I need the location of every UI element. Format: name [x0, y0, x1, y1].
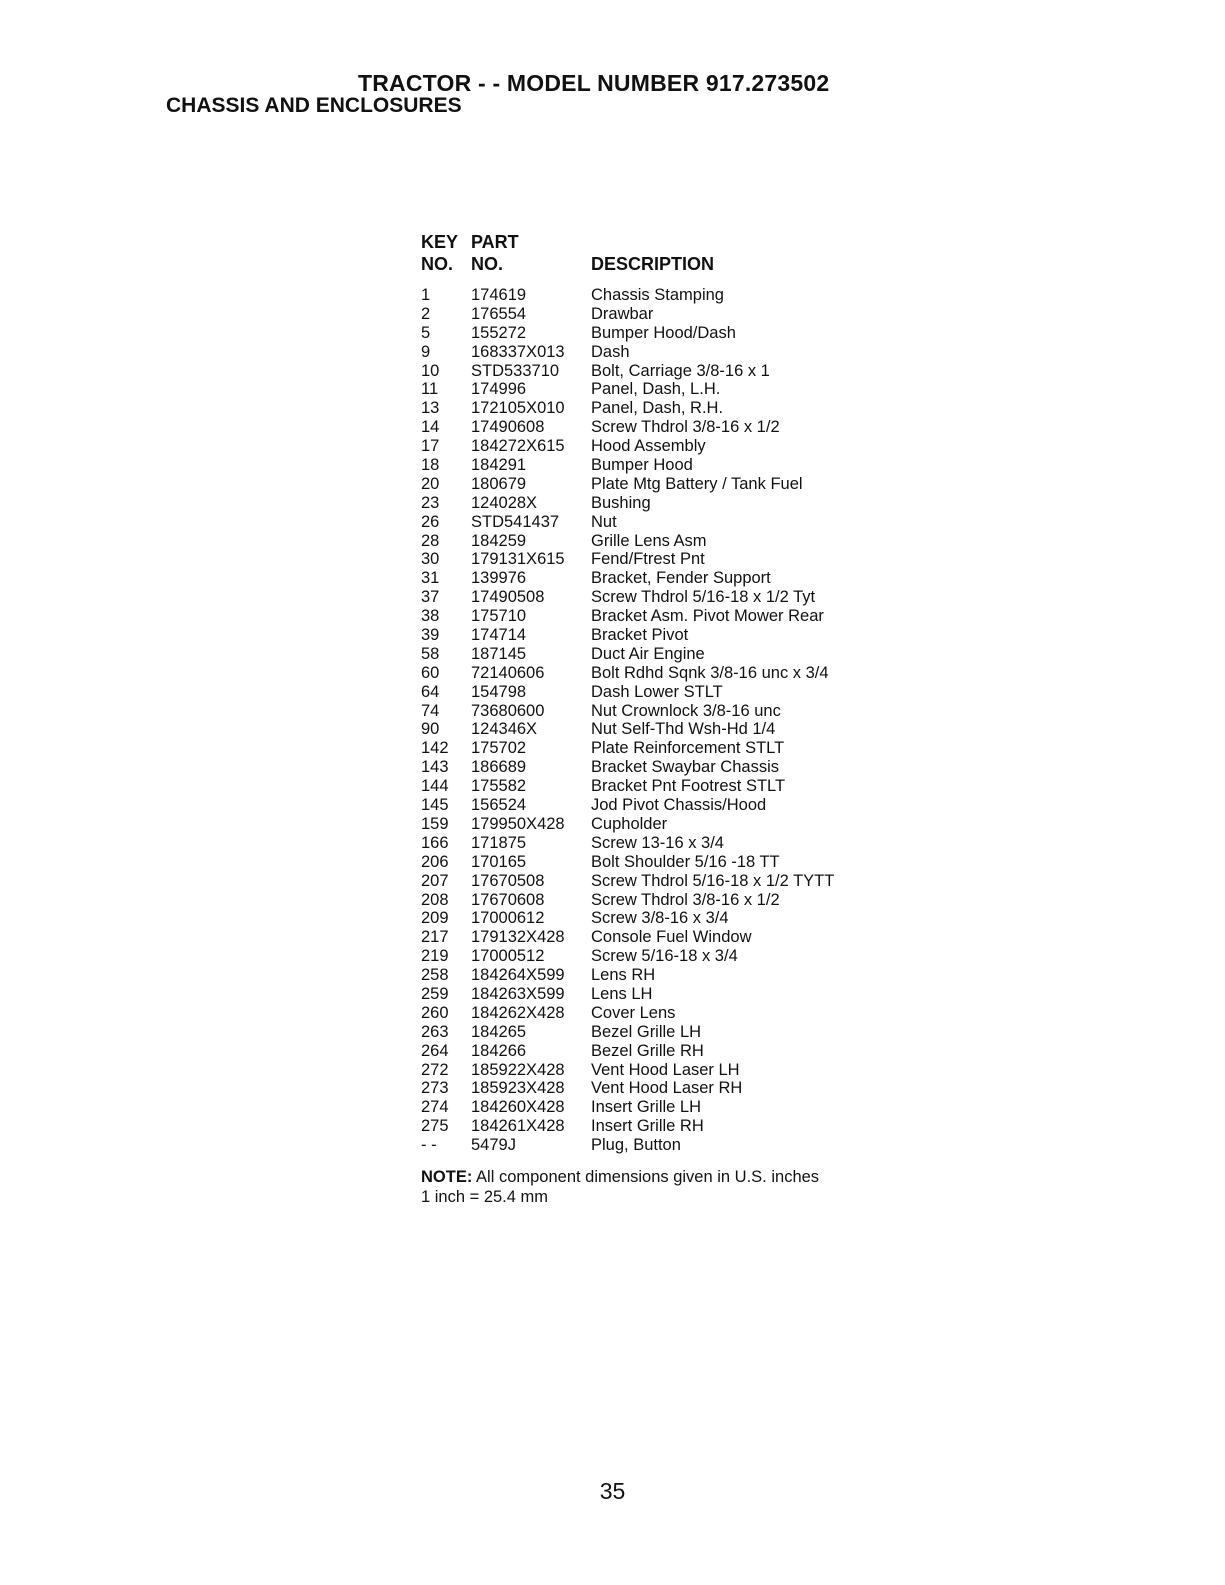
part-no: STD533710 [471, 361, 560, 380]
part-no: 174619 [471, 286, 527, 304]
part-no: 17000612 [471, 909, 545, 928]
part-no: 17490508 [471, 588, 545, 607]
table-row [421, 1042, 881, 1061]
key-no: 273 [421, 1079, 449, 1098]
part-no: 124346X [471, 720, 538, 739]
key-no: 38 [421, 607, 440, 626]
part-no: 184272X615 [471, 437, 565, 456]
table-row [421, 286, 881, 305]
key-no: 9 [421, 342, 431, 361]
key-no: 208 [421, 890, 449, 909]
table-row [421, 947, 881, 966]
description: Vent Hood Laser RH [591, 1079, 743, 1098]
table-row [421, 626, 881, 645]
part-no: 179131X615 [471, 550, 565, 569]
key-no: 74 [421, 701, 440, 720]
key-no: 10 [421, 361, 440, 380]
table-row [421, 399, 881, 418]
key-no: 14 [421, 418, 440, 437]
table-row [421, 966, 881, 985]
key-no: 37 [421, 588, 440, 607]
description: Chassis Stamping [591, 286, 724, 304]
table-row [421, 702, 881, 721]
description: Duct Air Engine [591, 644, 705, 663]
key-no: 5 [421, 323, 431, 342]
section-title: CHASSIS AND ENCLOSURES [166, 94, 462, 117]
note [421, 1167, 819, 1207]
key-no: 64 [421, 682, 440, 701]
header-description: DESCRIPTION [591, 254, 715, 274]
table-row [421, 985, 881, 1004]
key-no: 18 [421, 456, 440, 475]
page-number: 35 [599, 1478, 626, 1504]
description: Bracket, Fender Support [591, 569, 771, 588]
table-row [421, 1004, 881, 1023]
table-row [421, 1117, 881, 1136]
key-no: 217 [421, 928, 449, 947]
part-no: 174996 [471, 380, 527, 399]
part-no: 184266 [471, 1041, 527, 1060]
part-no: 185923X428 [471, 1079, 565, 1098]
part-no: 175702 [471, 739, 527, 758]
part-no: 184259 [471, 531, 527, 550]
table-row [421, 815, 881, 834]
description: Lens LH [591, 984, 653, 1003]
key-no: 274 [421, 1098, 449, 1117]
page-title: TRACTOR - - MODEL NUMBER 917.273502 [358, 70, 830, 96]
description: Vent Hood Laser LH [591, 1060, 740, 1079]
part-no: 73680600 [471, 701, 545, 720]
table-row [421, 1061, 881, 1080]
key-no: 39 [421, 626, 440, 645]
table-row [421, 343, 881, 362]
note-text: All component dimensions given in U.S. inches [476, 1168, 820, 1186]
part-no: 176554 [471, 304, 527, 323]
part-no: 186689 [471, 758, 527, 777]
table-row [421, 645, 881, 664]
part-no: 17670508 [471, 871, 545, 890]
description: Screw Thdrol 3/8-16 x 1/2 [591, 890, 780, 909]
key-no: 2 [421, 304, 431, 323]
parts-list [421, 232, 881, 1155]
part-no: 179132X428 [471, 928, 565, 947]
table-row [421, 380, 881, 399]
part-no: 154798 [471, 682, 527, 701]
description: Lens RH [591, 966, 656, 985]
description: Plug, Button [591, 1136, 681, 1155]
part-no: 184264X599 [471, 966, 565, 985]
table-row [421, 418, 881, 437]
description: Bolt Shoulder 5/16 -18 TT [591, 852, 780, 871]
key-no: 60 [421, 663, 440, 682]
description: Bezel Grille RH [591, 1041, 704, 1060]
key-no: 23 [421, 493, 440, 512]
description: Hood Assembly [591, 437, 706, 456]
description: Bumper Hood [591, 456, 693, 475]
part-no: 72140606 [471, 663, 545, 682]
part-no: 184291 [471, 456, 527, 475]
table-row [421, 909, 881, 928]
part-no: 184261X428 [471, 1117, 565, 1136]
description: Insert Grille LH [591, 1098, 702, 1117]
key-no: 264 [421, 1041, 449, 1060]
table-row [421, 872, 881, 891]
description: Bracket Pnt Footrest STLT [591, 777, 786, 796]
key-no: 28 [421, 531, 440, 550]
header-key-top: KEY [421, 232, 459, 252]
table-row [421, 834, 881, 853]
description: Bracket Swaybar Chassis [591, 758, 779, 777]
part-no: 184260X428 [471, 1098, 565, 1117]
table-row [421, 796, 881, 815]
part-no: 184262X428 [471, 1003, 565, 1022]
header-key-bottom: NO. [421, 254, 454, 274]
part-no: 175582 [471, 777, 527, 796]
part-no: 155272 [471, 323, 527, 342]
table-row [421, 928, 881, 947]
key-no: 143 [421, 758, 449, 777]
key-no: 142 [421, 739, 449, 758]
description: Bolt Rdhd Sqnk 3/8-16 unc x 3/4 [591, 663, 829, 682]
key-no: 26 [421, 512, 440, 531]
part-no: 156524 [471, 796, 527, 815]
table-row [421, 324, 881, 343]
description: Screw 3/8-16 x 3/4 [591, 909, 729, 928]
part-no: 187145 [471, 644, 527, 663]
key-no: 11 [421, 380, 439, 399]
key-no: 90 [421, 720, 440, 739]
description: Panel, Dash, L.H. [591, 380, 721, 399]
table-row [421, 456, 881, 475]
description: Bumper Hood/Dash [591, 323, 736, 342]
description: Insert Grille RH [591, 1117, 704, 1136]
part-no: 185922X428 [471, 1060, 565, 1079]
key-no: 207 [421, 871, 449, 890]
description: Bolt, Carriage 3/8-16 x 1 [591, 361, 770, 380]
key-no: 58 [421, 644, 440, 663]
key-no: 260 [421, 1003, 449, 1022]
part-no: 184263X599 [471, 984, 565, 1003]
table-row [421, 569, 881, 588]
description: Jod Pivot Chassis/Hood [591, 796, 767, 815]
description: Nut [591, 512, 617, 531]
table-row [421, 362, 881, 381]
description: Console Fuel Window [591, 928, 752, 947]
description: Plate Reinforcement STLT [591, 739, 785, 758]
note-conversion: 1 inch = 25.4 mm [421, 1188, 549, 1206]
table-row [421, 1079, 881, 1098]
part-no: 17670608 [471, 890, 545, 909]
description: Cover Lens [591, 1003, 676, 1022]
part-no: 5479J [471, 1136, 516, 1155]
description: Panel, Dash, R.H. [591, 399, 724, 418]
table-row [421, 1023, 881, 1042]
description: Fend/Ftrest Pnt [591, 550, 705, 569]
key-no: 145 [421, 796, 449, 815]
table-row [421, 532, 881, 551]
key-no: 166 [421, 833, 449, 852]
description: Bushing [591, 493, 651, 512]
table-row [421, 664, 881, 683]
key-no: 209 [421, 909, 449, 928]
key-no: 159 [421, 814, 449, 833]
key-no: - - [421, 1136, 437, 1155]
key-no: 263 [421, 1022, 449, 1041]
description: Plate Mtg Battery / Tank Fuel [591, 474, 803, 493]
part-no: 17000512 [471, 947, 545, 966]
table-row [421, 758, 881, 777]
table-row [421, 588, 881, 607]
table-row [421, 853, 881, 872]
part-no: 170165 [471, 852, 527, 871]
key-no: 13 [421, 399, 440, 418]
description: Bracket Pivot [591, 626, 689, 645]
note-label: NOTE: [421, 1168, 473, 1186]
table-row [421, 777, 881, 796]
description: Screw Thdrol 5/16-18 x 1/2 TYTT [591, 871, 835, 890]
key-no: 20 [421, 474, 440, 493]
table-row [421, 550, 881, 569]
table-row [421, 683, 881, 702]
description: Dash Lower STLT [591, 682, 723, 701]
table-row [421, 891, 881, 910]
key-no: 17 [421, 437, 440, 456]
description: Bracket Asm. Pivot Mower Rear [591, 607, 824, 626]
key-no: 31 [421, 569, 440, 588]
key-no: 206 [421, 852, 449, 871]
key-no: 272 [421, 1060, 449, 1079]
part-no: STD541437 [471, 512, 560, 531]
part-no: 124028X [471, 493, 538, 512]
description: Drawbar [591, 304, 654, 323]
table-row [421, 494, 881, 513]
parts-list-header [421, 232, 881, 282]
description: Bezel Grille LH [591, 1022, 702, 1041]
part-no: 175710 [471, 607, 527, 626]
key-no: 1 [421, 286, 431, 304]
table-row [421, 437, 881, 456]
description: Grille Lens Asm [591, 531, 707, 550]
key-no: 144 [421, 777, 449, 796]
description: Nut Self-Thd Wsh-Hd 1/4 [591, 720, 776, 739]
description: Screw 5/16-18 x 3/4 [591, 947, 738, 966]
part-no: 172105X010 [471, 399, 565, 418]
table-row [421, 513, 881, 532]
table-row [421, 1136, 881, 1155]
table-row [421, 607, 881, 626]
key-no: 259 [421, 984, 449, 1003]
table-row [421, 475, 881, 494]
part-no: 171875 [471, 833, 527, 852]
part-no: 174714 [471, 626, 527, 645]
description: Cupholder [591, 814, 668, 833]
description: Screw 13-16 x 3/4 [591, 833, 724, 852]
part-no: 139976 [471, 569, 527, 588]
part-no: 168337X013 [471, 342, 565, 361]
part-no: 17490608 [471, 418, 545, 437]
header-part-top: PART [471, 232, 519, 252]
description: Dash [591, 342, 630, 361]
parts-rows [421, 286, 881, 1155]
key-no: 275 [421, 1117, 449, 1136]
part-no: 184265 [471, 1022, 527, 1041]
header-part-bottom: NO. [471, 254, 504, 274]
table-row [421, 1098, 881, 1117]
key-no: 219 [421, 947, 449, 966]
description: Nut Crownlock 3/8-16 unc [591, 701, 781, 720]
part-no: 179950X428 [471, 814, 565, 833]
table-row [421, 739, 881, 758]
table-row [421, 720, 881, 739]
table-row [421, 305, 881, 324]
description: Screw Thdrol 3/8-16 x 1/2 [591, 418, 780, 437]
description: Screw Thdrol 5/16-18 x 1/2 Tyt [591, 588, 816, 607]
key-no: 258 [421, 966, 449, 985]
key-no: 30 [421, 550, 440, 569]
part-no: 180679 [471, 474, 527, 493]
